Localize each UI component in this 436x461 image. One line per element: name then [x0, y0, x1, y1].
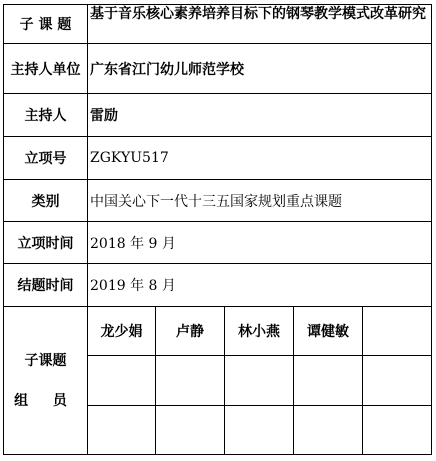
row-category: [4, 180, 432, 222]
member-name: 龙少娟: [88, 307, 156, 356]
row-host: [4, 94, 432, 137]
member-cell-empty: [294, 406, 363, 455]
row-project-number: [4, 137, 432, 180]
member-cell-empty: [294, 356, 363, 406]
row-completion-date: [4, 264, 432, 307]
value-host: 雷励: [88, 94, 432, 137]
value-host-unit: 广东省江门幼儿师范学校: [88, 44, 432, 94]
label-members-line2: 组 员: [14, 392, 77, 409]
member-cell-empty: [156, 356, 225, 406]
value-subproject: 基于音乐核心素养培养目标下的钢琴教学模式改革研究: [88, 5, 432, 44]
label-category: 类别: [4, 180, 88, 222]
label-members-line1: 子课题: [24, 352, 67, 369]
value-approval-date: 2018 年 9 月: [88, 222, 432, 264]
member-cell-empty: [88, 406, 156, 455]
value-completion-date: 2019 年 8 月: [88, 264, 432, 307]
member-cell-empty: [363, 356, 432, 406]
row-host-unit: [4, 44, 432, 94]
value-project-number: ZGKYU517: [88, 137, 432, 180]
member-cell-empty: [225, 356, 294, 406]
project-info-form: [3, 4, 431, 456]
label-project-number: 立项号: [4, 137, 88, 180]
label-members: [4, 307, 88, 455]
label-host: 主持人: [4, 94, 88, 137]
member-name: 卢静: [156, 307, 225, 356]
label-completion-date: 结题时间: [4, 264, 88, 307]
info-table: [3, 4, 432, 455]
row-members-names: [4, 307, 432, 356]
row-approval-date: [4, 222, 432, 264]
label-host-unit: 主持人单位: [4, 44, 88, 94]
member-cell-empty: [88, 356, 156, 406]
member-name: 林小燕: [225, 307, 294, 356]
member-name: [363, 307, 432, 356]
member-cell-empty: [156, 406, 225, 455]
member-cell-empty: [225, 406, 294, 455]
label-approval-date: 立项时间: [4, 222, 88, 264]
row-subproject: [4, 5, 432, 44]
member-cell-empty: [363, 406, 432, 455]
label-subproject: 子 课 题: [4, 5, 88, 44]
value-category: 中国关心下一代十三五国家规划重点课题: [88, 180, 432, 222]
member-name: 谭健敏: [294, 307, 363, 356]
